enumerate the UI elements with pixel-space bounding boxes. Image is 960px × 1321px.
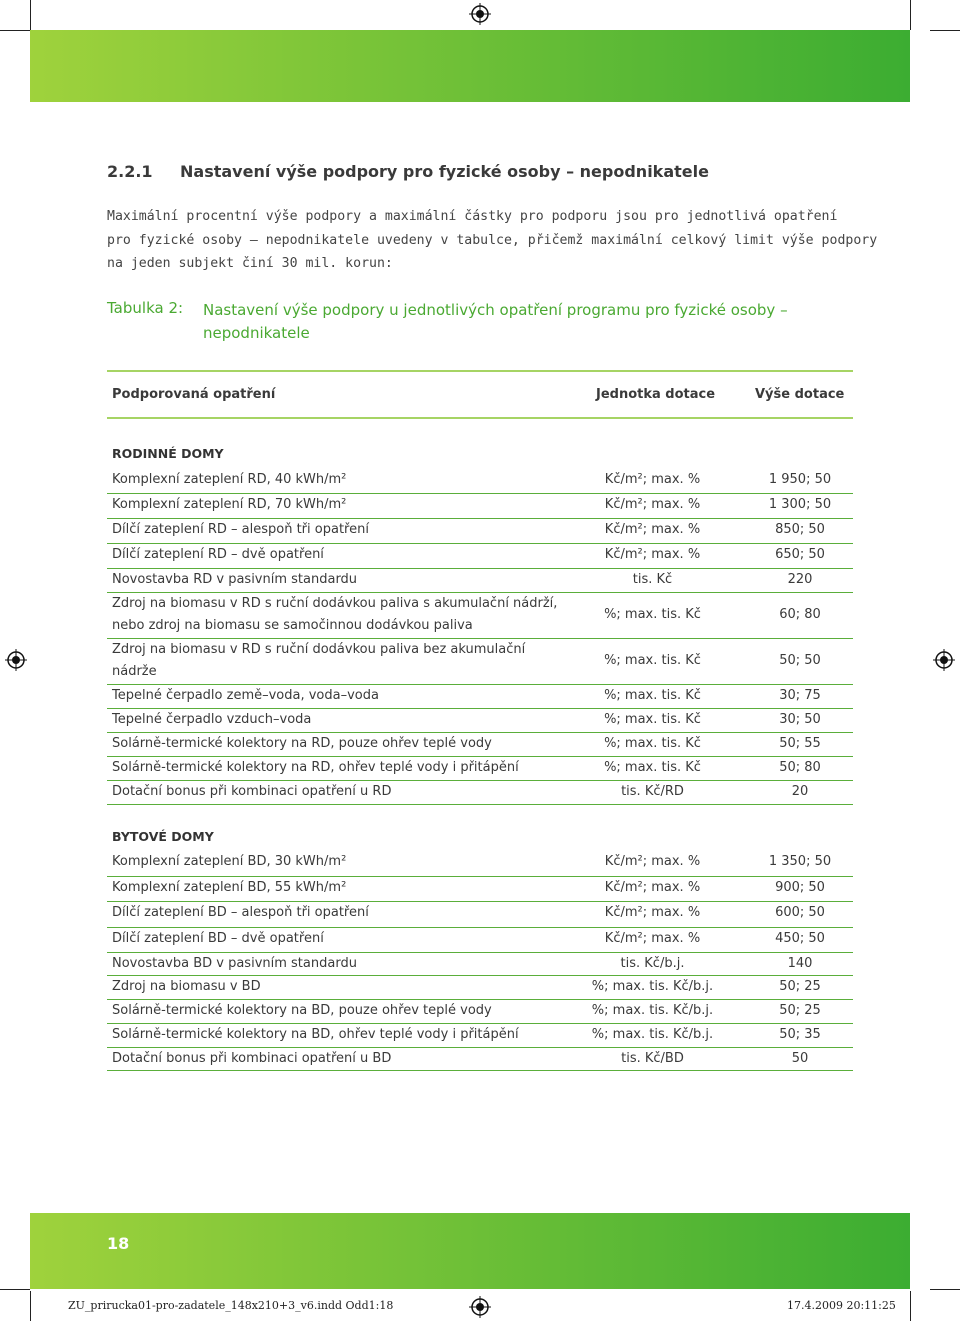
row-rule (107, 732, 853, 733)
unit-cell: Kč/m²; max. % (604, 931, 701, 946)
unit-cell: tis. Kč/BD (621, 1051, 684, 1066)
crop-mark (30, 0, 31, 30)
unit-cell: %; max. tis. Kč (604, 688, 701, 703)
unit-cell: %; max. tis. Kč (604, 607, 701, 622)
row-rule (107, 592, 853, 593)
amount-cell: 50; 25 (779, 979, 821, 994)
amount-cell: 50; 25 (779, 1003, 821, 1018)
measure-cell: Solárně-termické kolektory na BD, pouze ohřev teplé vody (112, 1003, 492, 1018)
measure-cell: Zdroj na biomasu v BD (112, 979, 261, 994)
row-rule (107, 952, 853, 953)
row-rule (107, 756, 853, 757)
registration-mark-icon (933, 649, 955, 671)
unit-cell: Kč/m²; max. % (604, 497, 701, 512)
section-number: 2.2.1 (107, 162, 153, 181)
row-rule (107, 1047, 853, 1048)
section-heading (107, 162, 709, 181)
unit-cell: tis. Kč/RD (621, 784, 684, 799)
measure-cell: Komplexní zateplení BD, 55 kWh/m² (112, 880, 347, 895)
row-rule (107, 804, 853, 805)
crop-mark (910, 1291, 911, 1321)
registration-mark-icon (469, 3, 491, 25)
row-rule (107, 543, 853, 544)
measure-cell: Solárně-termické kolektory na RD, pouze ohřev teplé vody (112, 736, 492, 751)
amount-cell: 50; 35 (779, 1027, 821, 1042)
row-rule (107, 568, 853, 569)
table-header-rule (107, 417, 853, 419)
intro-line: na jeden subjekt činí 30 mil. korun: (107, 256, 393, 271)
print-file-name: ZU_prirucka01-pro-zadatele_148x210+3_v6.indd Odd1:18 (68, 1299, 394, 1312)
unit-cell: tis. Kč (632, 572, 673, 587)
row-rule (107, 876, 853, 877)
page-number: 18 (107, 1234, 130, 1253)
amount-cell: 850; 50 (775, 522, 825, 537)
amount-cell: 50; 80 (779, 760, 821, 775)
unit-cell: %; max. tis. Kč (604, 712, 701, 727)
measure-cell: Tepelné čerpadlo země–voda, voda–voda (112, 688, 379, 703)
measure-cell: Novostavba RD v pasivním standardu (112, 572, 358, 587)
crop-mark (930, 30, 960, 31)
intro-paragraph (107, 205, 878, 276)
row-rule (107, 518, 853, 519)
unit-cell: Kč/m²; max. % (604, 854, 701, 869)
column-header-measure: Podporovaná opatření (112, 387, 276, 402)
measure-cell: Dílčí zateplení BD – dvě opatření (112, 931, 324, 946)
amount-cell: 140 (787, 956, 813, 971)
measure-cell: Zdroj na biomasu v RD s ruční dodávkou paliva bez akumulační (112, 642, 526, 657)
unit-cell: %; max. tis. Kč (604, 760, 701, 775)
registration-mark-icon (469, 1296, 491, 1318)
table-section-title: BYTOVÉ DOMY (112, 829, 214, 844)
unit-cell: Kč/m²; max. % (604, 880, 701, 895)
amount-cell: 900; 50 (775, 880, 825, 895)
measure-cell: Dílčí zateplení RD – dvě opatření (112, 547, 324, 562)
header-band (30, 30, 910, 102)
row-rule (107, 684, 853, 685)
measure-cell: Tepelné čerpadlo vzduch–voda (112, 712, 312, 727)
amount-cell: 30; 75 (779, 688, 821, 703)
row-rule (107, 780, 853, 781)
row-rule (107, 1023, 853, 1024)
row-rule (107, 927, 853, 928)
crop-mark (0, 30, 30, 31)
measure-cell: Komplexní zateplení BD, 30 kWh/m² (112, 854, 347, 869)
row-rule (107, 708, 853, 709)
unit-cell: %; max. tis. Kč (604, 736, 701, 751)
amount-cell: 60; 80 (779, 607, 821, 622)
print-timestamp: 17.4.2009 20:11:25 (787, 1299, 896, 1312)
crop-mark (930, 1289, 960, 1290)
intro-line: pro fyzické osoby – nepodnikatele uvedeny v tabulce, přičemž maximální celkový limit výše podpory (107, 232, 878, 248)
row-rule (107, 638, 853, 639)
column-header-amount: Výše dotace (755, 387, 845, 402)
section-title: Nastavení výše podpory pro fyzické osoby – nepodnikatele (180, 162, 709, 181)
measure-cell: nebo zdroj na biomasu se samočinnou dodávkou paliva (112, 618, 473, 633)
table-title: Nastavení výše podpory u jednotlivých opatření programu pro fyzické osoby – nepodnikatele (203, 301, 788, 342)
unit-cell: Kč/m²; max. % (604, 547, 701, 562)
crop-mark (0, 1289, 30, 1290)
unit-cell: Kč/m²; max. % (604, 905, 701, 920)
measure-cell: Dílčí zateplení BD – alespoň tři opatření (112, 905, 369, 920)
column-header-unit: Jednotka dotace (596, 387, 716, 402)
row-rule (107, 1070, 853, 1071)
measure-cell: Solárně-termické kolektory na BD, ohřev teplé vody i přitápění (112, 1027, 519, 1042)
amount-cell: 450; 50 (775, 931, 825, 946)
amount-cell: 1 950; 50 (768, 472, 832, 487)
amount-cell: 50; 50 (779, 653, 821, 668)
amount-cell: 1 300; 50 (768, 497, 832, 512)
unit-cell: Kč/m²; max. % (604, 522, 701, 537)
amount-cell: 30; 50 (779, 712, 821, 727)
measure-cell: Komplexní zateplení RD, 70 kWh/m² (112, 497, 347, 512)
row-rule (107, 975, 853, 976)
registration-mark-icon (5, 649, 27, 671)
table-section-title: RODINNÉ DOMY (112, 446, 224, 461)
intro-line: Maximální procentní výše podpory a maximální částky pro podporu jsou pro jednotlivá opatření (107, 209, 838, 224)
measure-cell: nádrže (112, 664, 157, 679)
measure-cell: Komplexní zateplení RD, 40 kWh/m² (112, 472, 347, 487)
unit-cell: %; max. tis. Kč (604, 653, 701, 668)
unit-cell: %; max. tis. Kč/b.j. (591, 1027, 714, 1042)
amount-cell: 650; 50 (775, 547, 825, 562)
crop-mark (30, 1291, 31, 1321)
row-rule (107, 493, 853, 494)
amount-cell: 50 (791, 1051, 809, 1066)
unit-cell: %; max. tis. Kč/b.j. (591, 1003, 714, 1018)
measure-cell: Dotační bonus při kombinaci opatření u RD (112, 784, 392, 799)
amount-cell: 220 (787, 572, 813, 587)
row-rule (107, 901, 853, 902)
table-label: Tabulka 2: (107, 299, 184, 317)
amount-cell: 1 350; 50 (768, 854, 832, 869)
measure-cell: Zdroj na biomasu v RD s ruční dodávkou paliva s akumulační nádrží, (112, 596, 558, 611)
measure-cell: Solárně-termické kolektory na RD, ohřev teplé vody i přitápění (112, 760, 519, 775)
amount-cell: 50; 55 (779, 736, 821, 751)
table-top-rule (107, 370, 853, 372)
crop-mark (910, 0, 911, 30)
measure-cell: Dílčí zateplení RD – alespoň tři opatření (112, 522, 369, 537)
measure-cell: Dotační bonus při kombinaci opatření u BD (112, 1051, 392, 1066)
footer-band (30, 1213, 910, 1289)
row-rule (107, 999, 853, 1000)
amount-cell: 600; 50 (775, 905, 825, 920)
unit-cell: %; max. tis. Kč/b.j. (591, 979, 714, 994)
measure-cell: Novostavba BD v pasivním standardu (112, 956, 357, 971)
unit-cell: tis. Kč/b.j. (620, 956, 685, 971)
amount-cell: 20 (791, 784, 809, 799)
unit-cell: Kč/m²; max. % (604, 472, 701, 487)
